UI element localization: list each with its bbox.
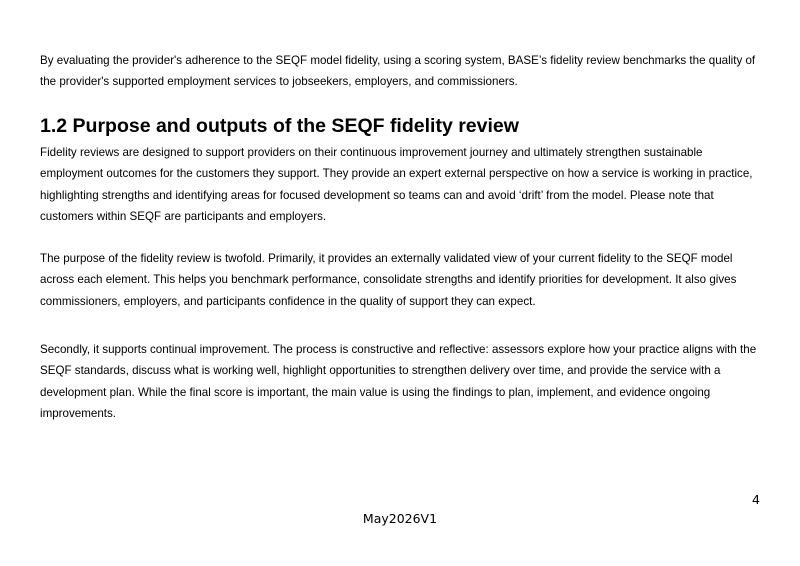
section-heading: 1.2 Purpose and outputs of the SEQF fidelity review bbox=[40, 115, 519, 137]
purpose-paragraph: Fidelity reviews are designed to support providers on their continuous improvement journey and ultimately strengthen sustainable employment outcomes for the customers they support. They provide an expert external perspective on how a service is working in practice, highlighting strengths and identifying areas for focused development so teams can and avoid ‘drift’ from the model. Please note that customers within SEQF are participants and employers. bbox=[40, 146, 753, 224]
twofold-paragraph: The purpose of the fidelity review is twofold. Primarily, it provides an externally validated view of your current fidelity to the SEQF model across each element. This helps you benchmark performance, consolidate strengths and identify priorities for development. It also gives commissioners, employers, and participants confidence in the quality of support they can expect. bbox=[40, 252, 737, 308]
page-number: 4 bbox=[752, 492, 760, 507]
intro-paragraph: By evaluating the provider's adherence to the SEQF model fidelity, using a scoring system, BASE’s fidelity review benchmarks the quality of the provider's supported employment services to jobseekers, employers, and commissioners. bbox=[40, 54, 756, 89]
continual-improvement-paragraph: Secondly, it supports continual improvement. The process is constructive and reflective: assessors explore how your practice aligns with the SEQF standards, discuss what is working well, highlight opportunities to strengthen delivery over time, and provide the service with a development plan. While the final score is important, the main value is using the findings to plan, implement, and evidence ongoing improvements. bbox=[40, 343, 757, 421]
footer-version: May2026V1 bbox=[362, 511, 438, 526]
